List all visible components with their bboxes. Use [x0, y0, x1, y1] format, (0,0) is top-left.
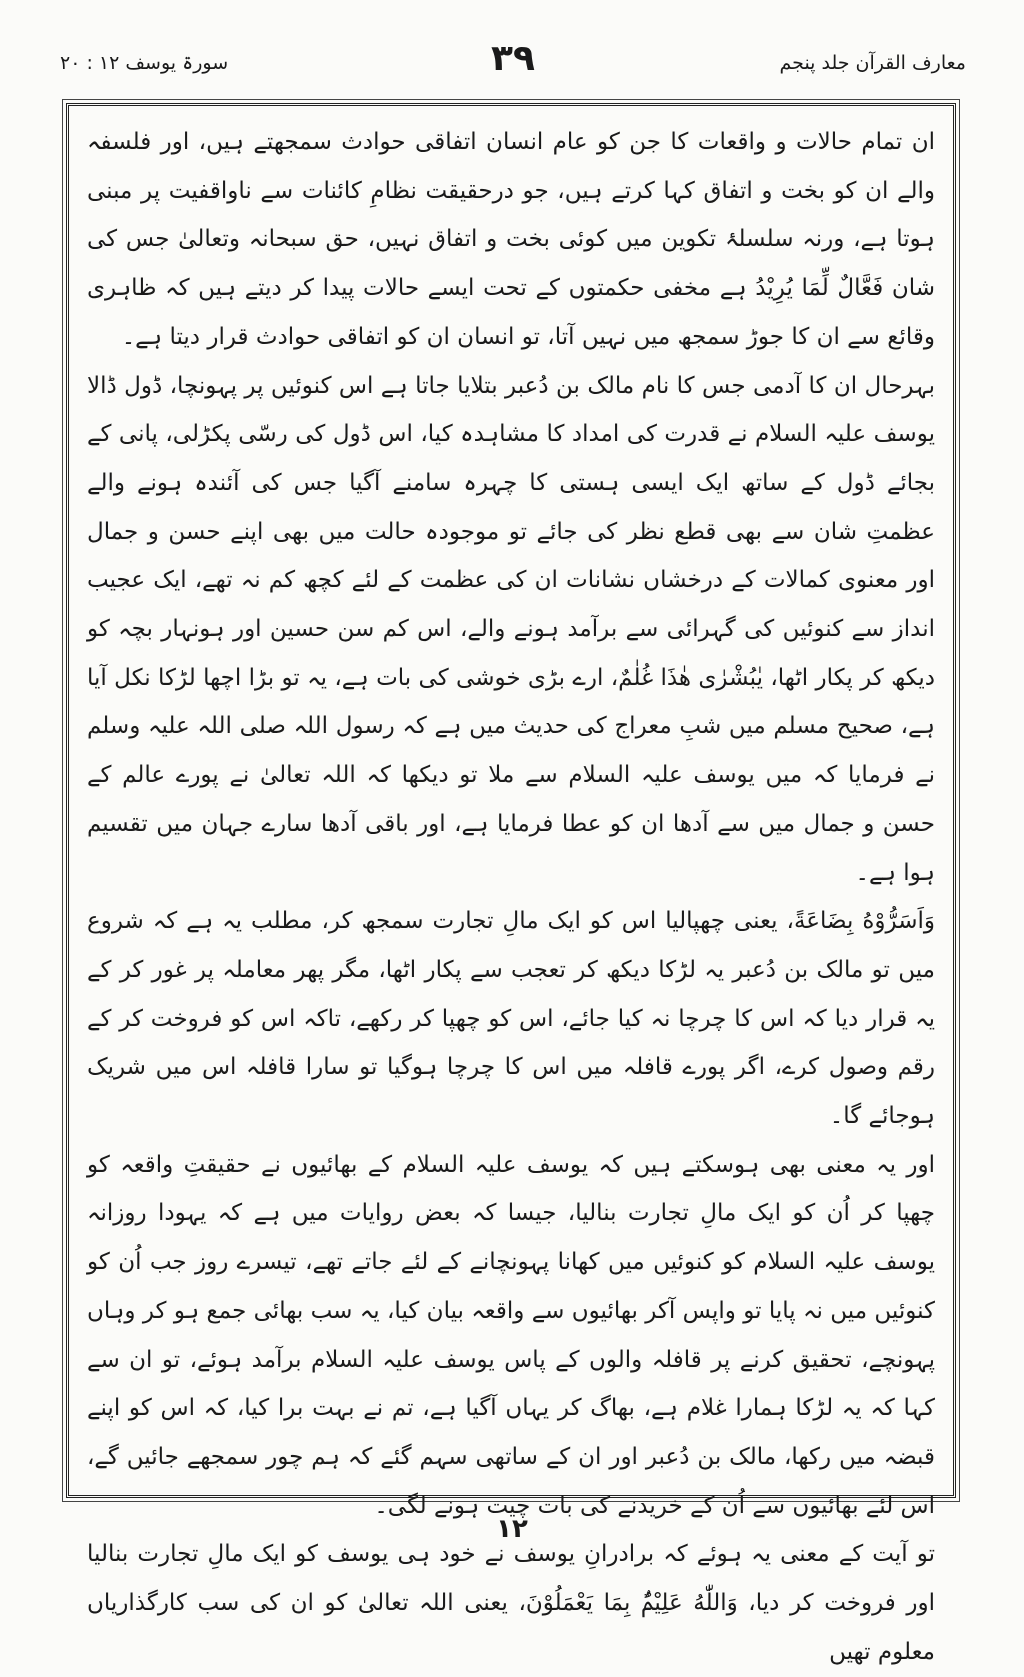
para-marker: ۱۲ — [496, 1514, 528, 1544]
paragraph-5: تو آیت کے معنی یہ ہوئے کہ برادرانِ یوسف نے خود ہی یوسف کو ایک مالِ تجارت بنالیا اور فروخت کر دیا، وَاللّٰهُ عَلِیْمٌۢ بِمَا یَعْمَلُوْنَ، یعنی اللہ تعالیٰ کو ان کی سب کارگذاریاں معلوم تھیں — [87, 1541, 935, 1665]
paragraph-2: بہرحال ان کا آدمی جس کا نام مالک بن دُعبر بتلایا جاتا ہے اس کنوئیں پر پہونچا، ڈول ڈالا یوسف علیہ السلام نے قدرت کی امداد کا مشاہدہ کیا، اس ڈول کی رسّی پکڑلی، پانی کے بجائے ڈول کے ساتھ ایک ایسی ہستی کا چہرہ سامنے آگیا جس کی آئندہ ہونے والے عظمتِ شان سے بھی قطع نظر کی جائے تو موجودہ حالت میں بھی اپنے حسن و جمال اور معنوی کمالات کے درخشاں نشانات ان کی عظمت کے لئے کچھ کم نہ تھے، ایک عجیب انداز سے کنوئیں کی گہرائی سے برآمد ہونے والے، اس کم سن حسین اور ہونہار بچہ کو دیکھ کر پکار اٹھا، یٰبُشْرٰی هٰذَا غُلٰمٌ، ارے بڑی خوشی کی بات ہے، یہ تو بڑا اچھا لڑکا نکل آیا ہے، صحیح مسلم میں شبِ معراج کی حدیث میں ہے کہ رسول اللہ صلی اللہ علیہ وسلم نے فرمایا کہ میں یوسف علیہ السلام سے ملا تو دیکھا کہ اللہ تعالیٰ نے پورے عالم کے حسن و جمال میں سے آدھا ان کو عطا فرمایا ہے، اور باقی آدھا سارے جہان میں تقسیم ہوا ہے۔ — [87, 372, 935, 886]
paragraph-1: ان تمام حالات و واقعات کا جن کو عام انسان اتفاقی حوادث سمجھتے ہیں، اور فلسفہ والے ان کو بخت و اتفاق کہا کرتے ہیں، جو درحقیقت نظامِ کائنات سے ناواقفیت پر مبنی ہوتا ہے، ورنہ سلسلۂ تکوین میں کوئی بخت و اتفاق نہیں، حق سبحانہ وتعالیٰ جس کی شان فَعَّالٌ لِّمَا یُرِیْدُ ہے مخفی حکمتوں کے تحت ایسے حالات پیدا کر دیتے ہیں کہ ظاہری وقائع سے ان کا جوڑ سمجھ میں نہیں آتا، تو انسان ان کو اتفاقی حوادث قرار دیتا ہے۔ — [87, 129, 935, 350]
paragraph-4: اور یہ معنی بھی ہوسکتے ہیں کہ یوسف علیہ السلام کے بھائیوں نے حقیقتِ واقعہ کو چھپا کر اُن کو ایک مالِ تجارت بنالیا، جیسا کہ بعض روایات میں ہے کہ یہودا روزانہ یوسف علیہ السلام کو کنوئیں میں کھانا پہونچانے کے لئے جاتے تھے، تیسرے روز جب اُن کو کنوئیں میں نہ پایا تو واپس آکر بھائیوں سے واقعہ بیان کیا، یہ سب بھائی جمع ہو کر وہاں پہونچے، تحقیق کرنے پر قافلہ والوں کے پاس یوسف علیہ السلام برآمد ہوئے، تو ان سے کہا کہ یہ لڑکا ہمارا غلام ہے، بھاگ کر یہاں آگیا ہے، تم نے بہت برا کیا، کہ اس کو اپنے قبضہ میں رکھا، مالک بن دُعبر اور ان کے ساتھی سہم گئے کہ ہم چور سمجھے جائیں گے، اس لئے بھائیوں سے اُن کے خریدنے کی بات چیت ہونے لگی۔ — [87, 1151, 935, 1519]
surah-reference: سورۃ یوسف ۱۲ : ۲۰ — [60, 52, 229, 74]
paragraph-3: وَاَسَرُّوْهُ بِضَاعَةً، یعنی چھپالیا اس کو ایک مالِ تجارت سمجھ کر، مطلب یہ ہے کہ شروع میں تو مالک بن دُعبر یہ لڑکا دیکھ کر تعجب سے پکار اٹھا، مگر پھر معاملہ پر غور کر کے یہ قرار دیا کہ اس کا چرچا نہ کیا جائے، اس کو چھپا کر رکھے، تاکہ اس کو فروخت کر کے رقم وصول کرے، اگر پورے قافلہ میں اس کا چرچا ہوگیا تو سارا قافلہ اس میں شریک ہوجائے گا۔ — [87, 908, 935, 1130]
book-title: معارف القرآن جلد پنجم — [779, 52, 966, 74]
page-number: ۳۹ — [491, 38, 535, 79]
page-header — [60, 36, 966, 92]
